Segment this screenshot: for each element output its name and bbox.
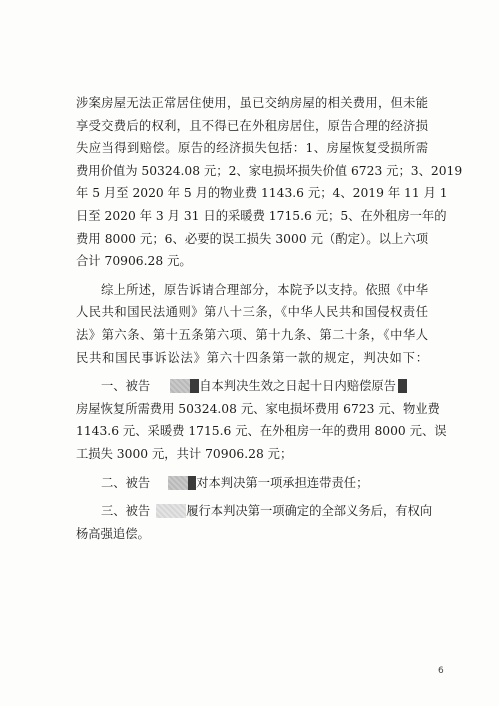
text-line: 房屋恢复所需费用 50324.08 元、家电损坏费用 6723 元、物业费	[76, 401, 440, 416]
text-line: 日至 2020 年 3 月 31 日的采暖费 1715.6 元；5、在外租房一年的	[76, 208, 447, 223]
text-line: 费用价值为 50324.08 元；2、家电损坏损失价值 6723 元；3、2019	[76, 163, 463, 178]
item-text: 自本判决生效之日起十日内赔偿原告	[199, 379, 396, 394]
text-line	[76, 472, 428, 495]
redaction-block	[168, 476, 188, 490]
item-prefix: 一、被告	[101, 379, 151, 394]
text-line: 法》第六条、第十五条第六项、第十九条、第二十条，《中华人	[76, 327, 428, 342]
text-line: 涉案房屋无法正常居住使用，虽已交纳房屋的相关费用，但未能	[76, 96, 428, 110]
text-line: 民共和国民事诉讼法》第六十四条第一款的规定，判决如下：	[76, 350, 428, 365]
text-line: 失应当得到赔偿。原告的经济损失包括：1、房屋恢复受损所需	[76, 141, 428, 156]
page-number: 6	[438, 666, 444, 676]
text-line: 工损失 3000 元，共计 70906.28 元；	[76, 446, 293, 461]
item-text: 对本判决第一项承担连带责任；	[196, 475, 369, 490]
judgment-item-3	[76, 500, 433, 545]
redaction-block	[398, 379, 407, 393]
item-text: 履行本判决第一项确定的全部义务后，有权向	[186, 504, 433, 519]
text-line: 杨高强追偿。	[76, 526, 150, 541]
text-line: 综上所述，原告诉请合理部分，本院予以支持。依照《中华	[101, 282, 428, 297]
text-line: 人民共和国民法通则》第八十三条，《中华人民共和国侵权责任	[76, 305, 428, 320]
item-prefix: 二、被告	[101, 475, 151, 490]
text-line: 费用 8000 元；6、必要的误工损失 3000 元（酌定）。以上六项	[76, 231, 428, 246]
text-line: 享受交费后的权利，且不得已在外租房居住，原告合理的经济损	[76, 118, 428, 133]
redaction-block	[156, 504, 186, 518]
judgment-item-1	[76, 375, 447, 465]
text-line	[76, 375, 428, 398]
text-line: 年 5 月至 2020 年 5 月的物业费 1143.6 元；4、2019 年 11 月 1	[76, 186, 448, 201]
text-line	[76, 500, 433, 523]
redaction-block	[190, 379, 199, 393]
text-line: 1143.6 元、采暖费 1715.6 元、在外租房一年的费用 8000 元、误	[76, 424, 447, 439]
paragraph-legal-basis	[76, 279, 428, 369]
paragraph-economic-loss	[76, 92, 463, 273]
redaction-block	[170, 379, 190, 393]
redaction-block	[188, 476, 196, 490]
item-prefix: 三、被告	[101, 504, 151, 519]
document-body	[76, 92, 463, 545]
text-line: 合计 70906.28 元。	[76, 254, 192, 269]
judgment-item-2	[76, 472, 428, 495]
